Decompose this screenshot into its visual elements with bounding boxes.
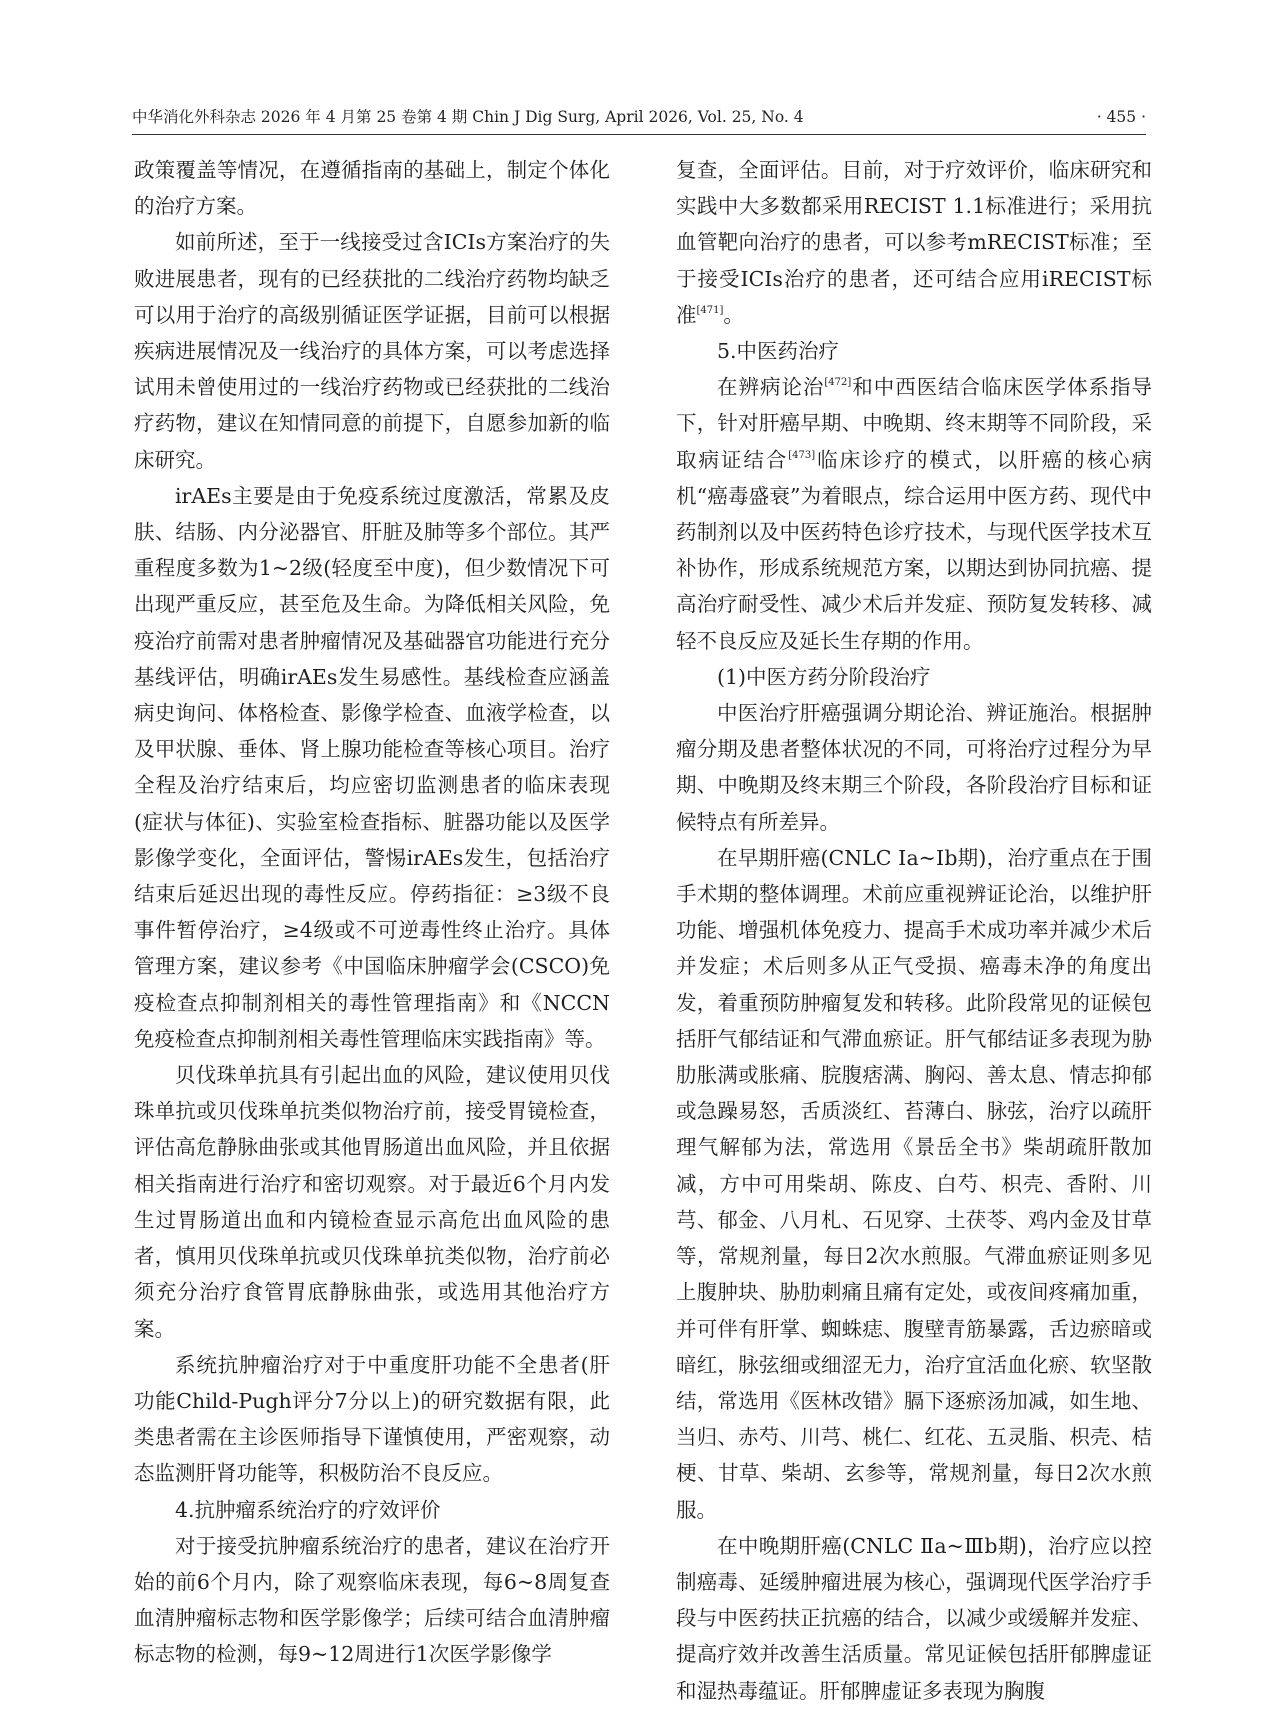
paragraph: irAEs主要是由于免疫系统过度激活，常累及皮肤、结肠、内分泌器官、肝脏及肺等多个部位。其严重程度多数为1~2级(轻度至中度)，但少数情况下可出现严重反应，甚至危及生命。为降低相关风险，免疫治疗前需对患者肿瘤情况及基础器官功能进行充分基线评估，明确irAEs发生易感性。基线检查应涵盖病史询问、体格检查、影像学检查、血液学检查，以及甲状腺、垂体、肾上腺功能检查等核心项目。治疗全程及治疗结束后，均应密切监测患者的临床表现(症状与体征)、实验室检查指标、脏器功能以及医学影像学变化，全面评估，警惕irAEs发生，包括治疗结束后延迟出现的毒性反应。停药指征：≥3级不良事件暂停治疗，≥4级或不可逆毒性终止治疗。具体管理方案，建议参考《中国临床肿瘤学会(CSCO)免疫检查点抑制剂相关的毒性管理指南》和《NCCN免疫检查点抑制剂相关毒性管理临床实践指南》等。 xyxy=(134,483,610,1051)
subsection-heading: (1)中医方药分阶段治疗 xyxy=(717,664,931,689)
citation-ref: [473] xyxy=(788,449,816,461)
citation-ref: [471] xyxy=(696,304,724,316)
paragraph: 政策覆盖等情况，在遵循指南的基础上，制定个体化的治疗方案。 xyxy=(134,158,610,219)
paragraph: 对于接受抗肿瘤系统治疗的患者，建议在治疗开始的前6个月内，除了观察临床表现，每6~8周复查血清肿瘤标志物和医学影像学；后续可结合血清肿瘤标志物的检测，每9~12周进行1次医学影像学 xyxy=(134,1533,610,1667)
text-run: 在辨病论治 xyxy=(717,375,825,400)
paragraph: 中医治疗肝癌强调分期论治、辨证施治。根据肿瘤分期及患者整体状况的不同，可将治疗过程分为早期、中晚期及终末期三个阶段，各阶段治疗目标和证候特点有所差异。 xyxy=(676,701,1152,834)
text-run: 和中西医结合临床医学体系指导下，针对肝癌早期、中晚期、终末期等不同阶段，采取病证结合 xyxy=(676,375,1153,472)
journal-info: 中华消化外科杂志 2026 年 4 月第 25 卷第 4 期 Chin J Dig Surg, April 2026, Vol. 25, No. 4 xyxy=(132,108,804,126)
paragraph: 在早期肝癌(CNLC Ⅰa~Ⅰb期)，治疗重点在于围手术期的整体调理。术前应重视辨证论治，以维护肝功能、增强机体免疫力、提高手术成功率并减少术后并发症；术后则多从正气受损、癌毒未净的角度出发，着重预防肿瘤复发和转移。此阶段常见的证候包括肝气郁结证和气滞血瘀证。肝气郁结证多表现为胁肋胀满或胀痛、脘腹痞满、胸闷、善太息、情志抑郁或急躁易怒，舌质淡红、苔薄白、脉弦，治疗以疏肝理气解郁为法，常选用《景岳全书》柴胡疏肝散加减，方中可用柴胡、陈皮、白芍、枳壳、香附、川芎、郁金、八月札、石见穿、土茯苓、鸡内金及甘草等，常规剂量，每日2次水煎服。气滞血瘀证则多见上腹肿块、胁肋刺痛且痛有定处，或夜间疼痛加重，并可伴有肝掌、蜘蛛痣、腹壁青筋暴露，舌边瘀暗或暗红，脉弦细或细涩无力，治疗宜活血化瘀、软坚散结，常选用《医林改错》膈下逐瘀汤加减，如生地、当归、赤芍、川芎、桃仁、红花、五灵脂、枳壳、桔梗、甘草、柴胡、玄参等，常规剂量，每日2次水煎服。 xyxy=(676,845,1152,1522)
text-run: 。 xyxy=(723,302,744,327)
paragraph xyxy=(676,152,1152,333)
paragraph: 系统抗肿瘤治疗对于中重度肝功能不全患者(肝功能Child-Pugh评分7分以上)的研究数据有限，此类患者需在主诊医师指导下谨慎使用，严密观察，动态监测肝肾功能等，积极防治不良反应。 xyxy=(134,1352,610,1486)
paragraph: 贝伐珠单抗具有引起出血的风险，建议使用贝伐珠单抗或贝伐珠单抗类似物治疗前，接受胃镜检查，评估高危静脉曲张或其他胃肠道出血风险，并且依据相关指南进行治疗和密切观察。对于最近6个月内发生过胃肠道出血和内镜检查显示高危出血风险的患者，慎用贝伐珠单抗或贝伐珠单抗类似物，治疗前必须充分治疗食管胃底静脉曲张，或选用其他治疗方案。 xyxy=(134,1063,610,1341)
page-number: · 455 · xyxy=(1096,108,1146,126)
text-run: 临床诊疗的模式，以肝癌的核心病机“癌毒盛衰”为着眼点，综合运用中医方药、现代中药制剂以及中医药特色诊疗技术，与现代医学技术互补协作，形成系统规范方案，以期达到协同抗癌、提高治疗耐受性、减少术后并发症、预防复发转移、减轻不良反应及延长生存期的作用。 xyxy=(676,447,1153,653)
paragraph xyxy=(676,369,1152,659)
citation-ref: [472] xyxy=(824,377,852,389)
running-header xyxy=(132,100,1146,135)
paragraph: 在中晚期肝癌(CNLC Ⅱa~Ⅲb期)，治疗应以控制癌毒、延缓肿瘤进展为核心，强调现代医学治疗手段与中医药扶正抗癌的结合，以减少或缓解并发症、提高疗效并改善生活质量。常见证候包括肝郁脾虚证和湿热毒蕴证。肝郁脾虚证多表现为胸腹 xyxy=(676,1533,1152,1703)
text-run: 复查，全面评估。目前，对于疗效评价，临床研究和实践中大多数都采用RECIST 1.1标准进行；采用抗血管靶向治疗的患者，可以参考mRECIST标准；至于接受ICIs治疗的患者，还可结合应用iRECIST标准 xyxy=(676,158,1152,327)
left-column xyxy=(134,152,610,1673)
section-heading: 5.中医药治疗 xyxy=(717,339,840,364)
paragraph: 如前所述，至于一线接受过含ICIs方案治疗的失败进展患者，现有的已经获批的二线治疗药物均缺乏可以用于治疗的高级别循证医学证据，目前可以根据疾病进展情况及一线治疗的具体方案，可以考虑选择试用未曾使用过的一线治疗药物或已经获批的二线治疗药物，建议在知情同意的前提下，自愿参加新的临床研究。 xyxy=(134,230,610,472)
section-heading: 4.抗肿瘤系统治疗的疗效评价 xyxy=(175,1497,441,1522)
right-column xyxy=(676,152,1152,1709)
